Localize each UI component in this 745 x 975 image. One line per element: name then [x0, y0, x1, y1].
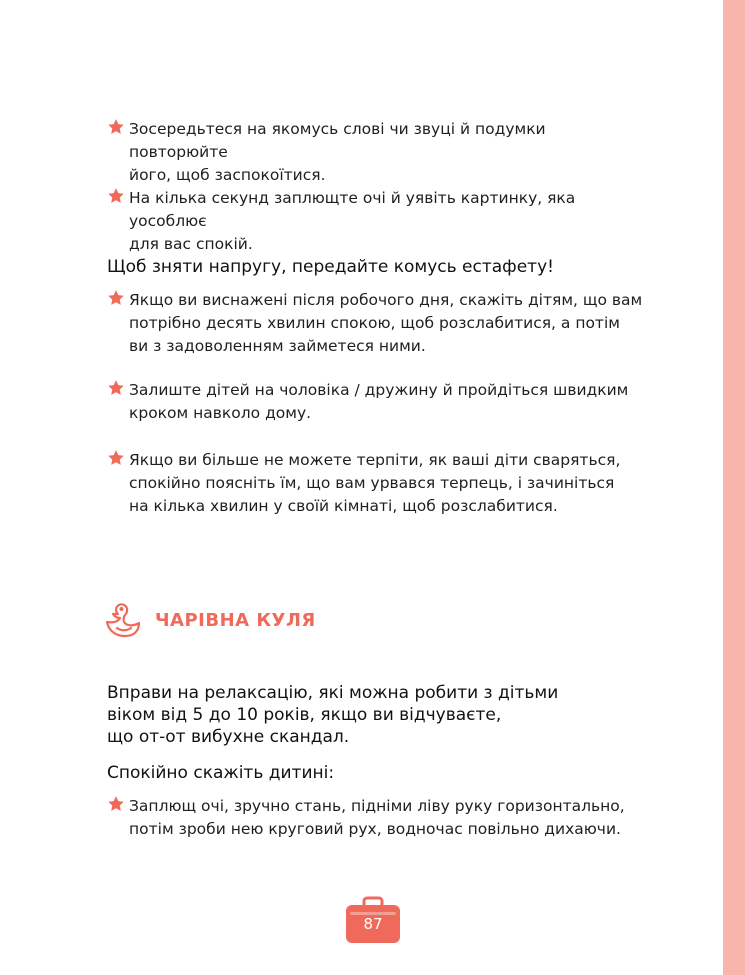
page-number: 87 — [363, 915, 383, 933]
section-intro: Вправи на релаксацію, які можна робити з дітьми віком від 5 до 10 років, якщо ви відчуваєте, що от-от вибухне скандал. — [107, 683, 559, 747]
side-color-band — [723, 0, 745, 975]
list-item — [107, 379, 647, 425]
list-item-text: Зосередьтеся на якомусь слові чи звуці й подумки повторюйте його, щоб заспокоїтися. — [129, 120, 546, 184]
star-icon — [107, 289, 125, 307]
section-heading — [103, 599, 316, 641]
list-item-text: Якщо ви більше не можете терпіти, як ваші діти сваряться, спокійно поясніть їм, що вам урвався терпець, і зачиніться на кілька хвилин у своїй кімнаті, щоб розслабитися. — [129, 451, 621, 515]
section-title: ЧАРІВНА КУЛЯ — [155, 609, 316, 631]
list-item-text: Залиште дітей на чоловіка / дружину й пройдіться швидким кроком навколо дому. — [129, 381, 629, 422]
list-item-text: Заплющ очі, зручно стань, підніми ліву руку горизонтально, потім зроби нею круговий рух, водночас повільно дихаючи. — [129, 797, 625, 838]
duck-icon — [103, 600, 143, 640]
star-icon — [107, 379, 125, 397]
list-item — [107, 289, 647, 358]
list-item — [107, 449, 647, 518]
list-item-text: Якщо ви виснажені після робочого дня, скажіть дітям, що вам потрібно десять хвилин спокою, щоб розслабитися, а потім ви з задоволенням займетеся ними. — [129, 291, 643, 355]
list-item — [107, 187, 647, 256]
star-icon — [107, 118, 125, 136]
star-icon — [107, 449, 125, 467]
list-item — [107, 795, 647, 841]
section-instruction: Спокійно скажіть дитині: — [107, 763, 335, 783]
list-item — [107, 118, 647, 187]
star-icon — [107, 795, 125, 813]
list-item-text: На кілька секунд заплющте очі й уявіть картинку, яка уособлює для вас спокій. — [129, 189, 576, 253]
star-icon — [107, 187, 125, 205]
subheading: Щоб зняти напругу, передайте комусь естафету! — [107, 257, 554, 277]
page-number-badge — [345, 896, 401, 944]
